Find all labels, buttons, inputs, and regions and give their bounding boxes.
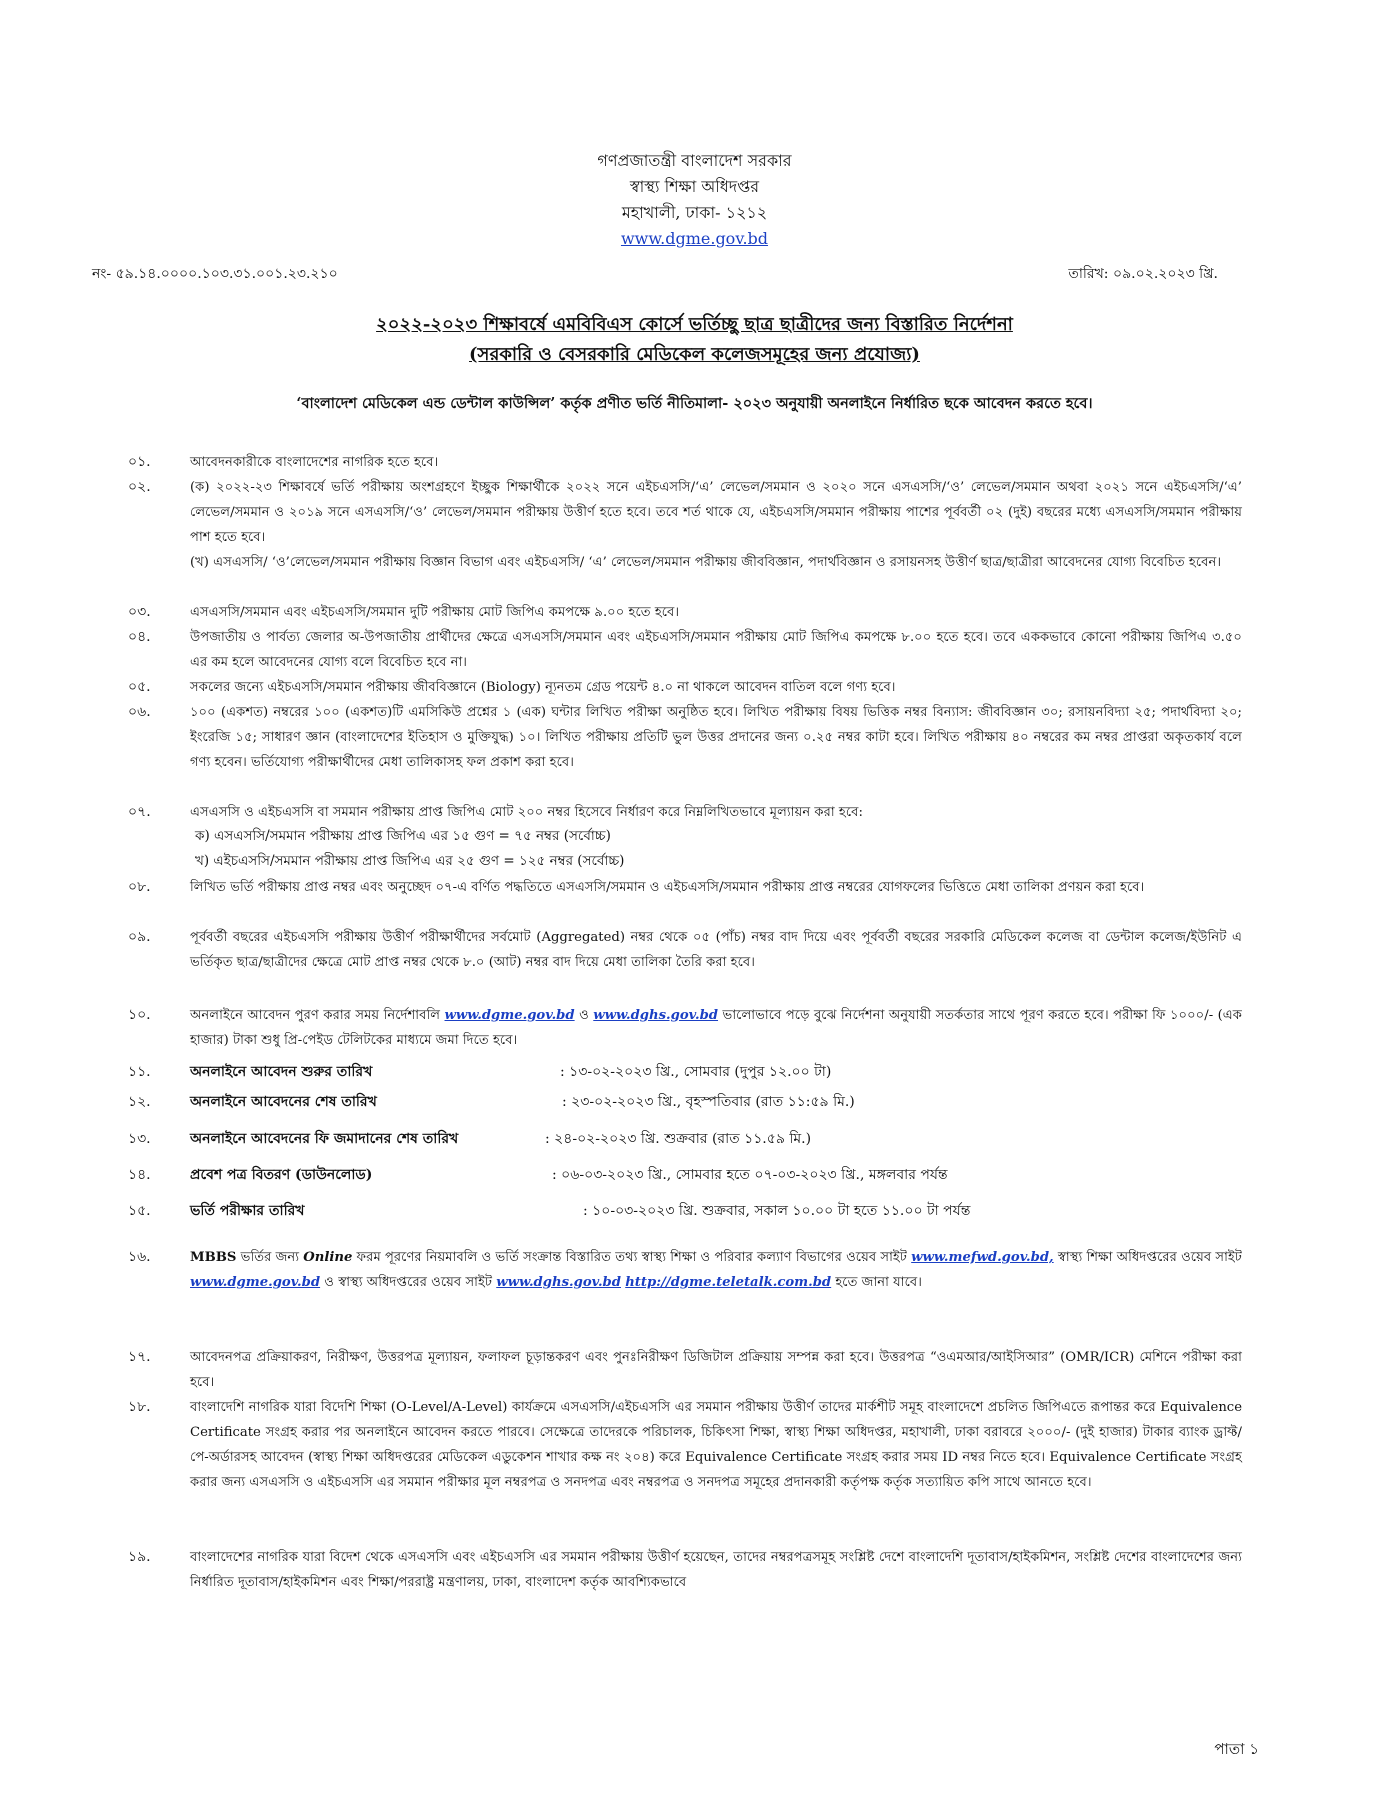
page-number: পাতা ১ <box>1214 1740 1259 1758</box>
website-link[interactable]: www.dgme.gov.bd <box>620 229 769 248</box>
item-text: বাংলাদেশি নাগরিক যারা বিদেশি শিক্ষা (O-Level/A-Level) কার্যক্রমে এসএসসি/এইচএসসি এর সমমান পরীক্ষায় উত্তীর্ণ তাদের মার্কশীট সমূহ বাংলাদেশে প্রচলিত জিপিএতে রূপান্তর করে Equivalence Certificate সংগ্রহ করার পর অনলাইনে আবেদন করতে পারবে। সেক্ষেত্রে তাদেরকে পরিচালক, চিকিৎসা শিক্ষা, স্বাস্থ্য শিক্ষা অধিদপ্তর, মহাখালী, ঢাকা বরাবরে ২০০০/- (দুই হাজার) টাকার ব্যাংক ড্রাফ্ট/পে-অর্ডারসহ আবেদন (স্বাস্থ্য শিক্ষা অধিদপ্তরের মেডিকেল এডুকেশন শাখার কক্ষ নং ২০৪) করে Equivalence Certificate সংগ্রহ করার সময় ID নম্বর নিতে হবে। Equivalence Certificate সংগ্রহ করার জন্য এসএসসি ও এইচএসসি এর সমমান পরীক্ষার মূল নম্বরপত্র ও সনদপত্র এবং নম্বরপত্র ও সনদপত্র সমূহের প্রদানকারী কর্তৃপক্ষ কর্তৃক সত্যায়িত কপি সাথে আনতে হবে। <box>190 1400 1242 1490</box>
schedule-label: ভর্তি পরীক্ষার তারিখ <box>190 1203 305 1219</box>
dgme-link[interactable]: www.dgme.gov.bd <box>190 1275 321 1290</box>
letterhead <box>0 148 1389 252</box>
item-subtext: ক) এসএসসি/সমমান পরীক্ষায় প্রাপ্ত জিপিএ এর ১৫ গুণ = ৭৫ নম্বর (সর্বোচ্চ) <box>195 828 611 844</box>
item-number: ১২. <box>128 1094 151 1110</box>
govt-name: গণপ্রজাতন্ত্রী বাংলাদেশ সরকার <box>597 151 792 170</box>
item-text: আবেদনপত্র প্রক্রিয়াকরণ, নিরীক্ষণ, উত্তরপত্র মূল্যায়ন, ফলাফল চূড়ান্তকরণ এবং পুনঃনিরীক্ষণ ডিজিটাল প্রক্রিয়ায় সম্পন্ন করা হবে। উত্তরপত্র “ওএমআর/আইসিআর” (OMR/ICR) মেশিনে পরীক্ষা করা হবে। <box>190 1350 1242 1390</box>
item-text: অনলাইনে আবেদন পুরণ করার সময় নির্দেশাবলি www.dgme.gov.bd ও www.dghs.gov.bd ভালোভাবে পড়ে বুঝে নির্দেশনা অনুযায়ী সতর্কতার সাথে পূরণ করতে হবে। পরীক্ষা ফি ১০০০/- (এক হাজার) টাকা শুধু প্রি-পেইড টেলিটকের মাধ্যমে জমা দিতে হবে। <box>190 1008 1243 1048</box>
item-number: ১০. <box>128 1007 151 1023</box>
item-text: বাংলাদেশের নাগরিক যারা বিদেশ থেকে এসএসসি এবং এইচএসসি এর সমমান পরীক্ষায় উত্তীর্ণ হয়েছেন, তাদের নম্বরপত্রসমূহ সংশ্লিষ্ট দেশে বাংলাদেশি দূতাবাস/হাইকমিশন, সংশ্লিষ্ট দেশের বাংলাদেশের জন্য নির্ধারিত দূতাবাস/হাইকমিশন এবং শিক্ষা/পররাষ্ট্র মন্ত্রণালয়, ঢাকা, বাংলাদেশ কর্তৃক আবশ্যিকভাবে <box>190 1550 1242 1590</box>
item-text: এসএসসি/সমমান এবং এইচএসসি/সমমান দুটি পরীক্ষায় মোট জিপিএ কমপক্ষে ৯.০০ হতে হবে। <box>190 605 680 620</box>
dghs-link[interactable]: www.dghs.gov.bd <box>593 1008 719 1023</box>
mefwd-link[interactable]: www.mefwd.gov.bd, <box>911 1250 1054 1265</box>
item-number: ০৮. <box>128 879 151 895</box>
title-line-1: ২০২২-২০২৩ শিক্ষাবর্ষে এমবিবিএস কোর্সে ভর্তিচ্ছু ছাত্র ছাত্রীদের জন্য বিস্তারিত নির্দেশনা <box>376 314 1013 335</box>
reference-row <box>92 262 1218 286</box>
item-number: ১৭. <box>128 1349 151 1365</box>
teletalk-link[interactable]: http://dgme.teletalk.com.bd <box>625 1275 832 1290</box>
item-text: (ক) ২০২২-২৩ শিক্ষাবর্ষে ভর্তি পরীক্ষায় অংশগ্রহণে ইচ্ছুক শিক্ষার্থীকে ২০২২ সনে এইচএসসি/‘এ’ লেভেল/সমমান ও ২০২০ সনে এসএসসি/‘ও’ লেভেল/সমমান অথবা ২০২১ সনে এইচএসসি/‘এ’ লেভেল/সমমান ও ২০১৯ সনে এসএসসি/‘ও’ লেভেল/সমমান পরীক্ষায় উত্তীর্ণ হতে হবে। তবে শর্ত থাকে যে, এইচএসসি/সমমান পরীক্ষায় পাশের পূর্ববর্তী ০২ (দুই) বছরের মধ্যে এসএসসি/সমমান পরীক্ষায় পাশ হতে হবে। <box>190 480 1242 545</box>
item-text: এসএসসি ও এইচএসসি বা সমমান পরীক্ষায় প্রাপ্ত জিপিএ মোট ২০০ নম্বর হিসেবে নির্ধারণ করে নিম্নলিখিতভাবে মূল্যায়ন করা হবে: <box>190 805 863 820</box>
item-number: ০১. <box>128 454 151 470</box>
schedule-value: : ১৩-০২-২০২৩ খ্রি., সোমবার (দুপুর ১২.০০ টা) <box>560 1064 832 1080</box>
schedule-value: : ০৬-০৩-২০২৩ খ্রি., সোমবার হতে ০৭-০৩-২০২৩ খ্রি., মঙ্গলবার পর্যন্ত <box>552 1167 948 1183</box>
memo-number: নং- ৫৯.১৪.০০০০.১০৩.৩১.০০১.২৩.২১০ <box>92 266 338 282</box>
item-number: ১৩. <box>128 1131 151 1147</box>
schedule-label: অনলাইনে আবেদনের শেষ তারিখ <box>190 1094 377 1110</box>
item-text: আবেদনকারীকে বাংলাদেশের নাগরিক হতে হবে। <box>190 455 439 470</box>
item-number: ০৬. <box>128 704 151 720</box>
item-text: পূর্ববর্তী বছরের এইচএসসি পরীক্ষায় উত্তীর্ণ পরীক্ষার্থীদের সর্বমোট (Aggregated) নম্বর থেকে ০৫ (পাঁচ) নম্বর বাদ দিয়ে এবং পূর্ববর্তী বছরের সরকারি মেডিকেল কলেজ বা ডেন্টাল কলেজ/ইউনিট এ ভর্তিকৃত ছাত্র/ছাত্রীদের ক্ষেত্রে মোট প্রাপ্ত নম্বর থেকে ৮.০ (আট) নম্বর বাদ দিয়ে মেধা তালিকা তৈরি করা হবে। <box>190 930 1242 970</box>
item-number: ১১. <box>128 1064 151 1080</box>
address: মহাখালী, ঢাকা- ১২১২ <box>621 203 768 222</box>
department-name: স্বাস্থ্য শিক্ষা অধিদপ্তর <box>629 177 760 196</box>
item-number: ০৭. <box>128 804 151 820</box>
schedule-label: অনলাইনে আবেদনের ফি জমাদানের শেষ তারিখ <box>190 1131 459 1147</box>
schedule-value: : ২৪-০২-২০২৩ খ্রি. শুক্রবার (রাত ১১.৫৯ মি.) <box>545 1131 812 1147</box>
item-subtext: খ) এইচএসসি/সমমান পরীক্ষায় প্রাপ্ত জিপিএ এর ২৫ গুণ = ১২৫ নম্বর (সর্বোচ্চ) <box>195 853 625 869</box>
item-number: ১৪. <box>128 1167 151 1183</box>
item-text: লিখিত ভর্তি পরীক্ষায় প্রাপ্ত নম্বর এবং অনুচ্ছেদ ০৭-এ বর্ণিত পদ্ধতিতে এসএসসি/সমমান ও এইচএসসি/সমমান পরীক্ষায় প্রাপ্ত নম্বরের যোগফলের ভিত্তিতে মেধা তালিকা প্রণয়ন করা হবে। <box>190 880 1145 895</box>
item-number: ১৮. <box>128 1399 151 1415</box>
item-number: ০৯. <box>128 929 151 945</box>
schedule-label: অনলাইনে আবেদন শুরুর তারিখ <box>190 1064 373 1080</box>
notice-line: ‘বাংলাদেশ মেডিকেল এন্ড ডেন্টাল কাউন্সিল’ কর্তৃক প্রণীত ভর্তি নীতিমালা- ২০২৩ অনুযায়ী অনলাইনে নির্ধারিত ছকে আবেদন করতে হবে। <box>296 395 1093 412</box>
item-number: ০২. <box>128 479 151 495</box>
item-text: সকলের জন্যে এইচএসসি/সমমান পরীক্ষায় জীববিজ্ঞানে (Biology) ন্যূনতম গ্রেড পয়েন্ট ৪.০ না থাকলে আবেদন বাতিল বলে গণ্য হবে। <box>190 680 896 695</box>
dgme-link[interactable]: www.dgme.gov.bd <box>444 1008 575 1023</box>
item-text: ১০০ (একশত) নম্বরের ১০০ (একশত)টি এমসিকিউ প্রশ্নের ১ (এক) ঘন্টার লিখিত পরীক্ষা অনুষ্ঠিত হবে। লিখিত পরীক্ষায় বিষয় ভিত্তিক নম্বর বিন্যাস: জীববিজ্ঞান ৩০; রসায়নবিদ্যা ২৫; পদার্থবিদ্যা ২০; ইংরেজি ১৫; সাধারণ জ্ঞান (বাংলাদেশের ইতিহাস ও মুক্তিযুদ্ধ) ১০। লিখিত পরীক্ষায় প্রতিটি ভুল উত্তর প্রদানের জন্য ০.২৫ নম্বর কাটা হবে। লিখিত পরীক্ষায় ৪০ নম্বরের কম নম্বর প্রাপ্তরা অকৃতকার্য বলে গণ্য হবেন। ভর্তিযোগ্য পরীক্ষার্থীদের মেধা তালিকাসহ ফল প্রকাশ করা হবে। <box>190 705 1242 770</box>
item-number: ০৩. <box>128 604 151 620</box>
item-text: MBBS ভর্তির জন্য Online ফরম পূরণের নিয়মাবলি ও ভর্তি সংক্রান্ত বিস্তারিত তথ্য স্বাস্থ্য শিক্ষা ও পরিবার কল্যাণ বিভাগের ওয়েব সাইট www.mefwd.gov.bd, স্বাস্থ্য শিক্ষা অধিদপ্তরের ওয়েব সাইট www.dgme.gov.bd ও স্বাস্থ্য অধিদপ্তরের ওয়েব সাইট www.dghs.gov.bd http://dgme.teletalk.com.bd হতে জানা যাবে। <box>190 1250 1242 1290</box>
item-number: ১৫. <box>128 1203 151 1219</box>
schedule-value: : ২৩-০২-২০২৩ খ্রি., বৃহস্পতিবার (রাত ১১:৫৯ মি.) <box>562 1094 855 1110</box>
item-number: ০৫. <box>128 679 151 695</box>
item-number: ১৯. <box>128 1549 151 1565</box>
schedule-value: : ১০-০৩-২০২৩ খ্রি. শুক্রবার, সকাল ১০.০০ টা হতে ১১.০০ টা পর্যন্ত <box>583 1203 971 1219</box>
dghs-link[interactable]: www.dghs.gov.bd <box>496 1275 621 1290</box>
document-title <box>0 310 1389 370</box>
item-subtext: (খ) এসএসসি/ ‘ও’লেভেল/সমমান পরীক্ষায় বিজ্ঞান বিভাগ এবং এইচএসসি/ ‘এ’ লেভেল/সমমান পরীক্ষায় জীববিজ্ঞান, পদার্থবিজ্ঞান ও রসায়নসহ উত্তীর্ণ ছাত্র/ছাত্রীরা আবেদনের যোগ্য বিবেচিত হবেন। <box>190 555 1222 570</box>
title-line-2: (সরকারি ও বেসরকারি মেডিকেল কলেজসমূহের জন্য প্রযোজ্য) <box>469 344 920 365</box>
memo-date: তারিখ: ০৯.০২.২০২৩ খ্রি. <box>1068 266 1218 282</box>
item-text: উপজাতীয় ও পার্বত্য জেলার অ-উপজাতীয় প্রার্থীদের ক্ষেত্রে এসএসসি/সমমান এবং এইচএসসি/সমমান পরীক্ষায় মোট জিপিএ কমপক্ষে ৮.০০ হতে হবে। তবে এককভাবে কোনো পরীক্ষায় জিপিএ ৩.৫০ এর কম হলে আবেদনের যোগ্য বলে বিবেচিত হবে না। <box>190 630 1242 670</box>
item-number: ১৬. <box>128 1249 151 1265</box>
schedule-label: প্রবেশ পত্র বিতরণ (ডাউনলোড) <box>190 1167 373 1183</box>
item-number: ০৪. <box>128 629 151 645</box>
